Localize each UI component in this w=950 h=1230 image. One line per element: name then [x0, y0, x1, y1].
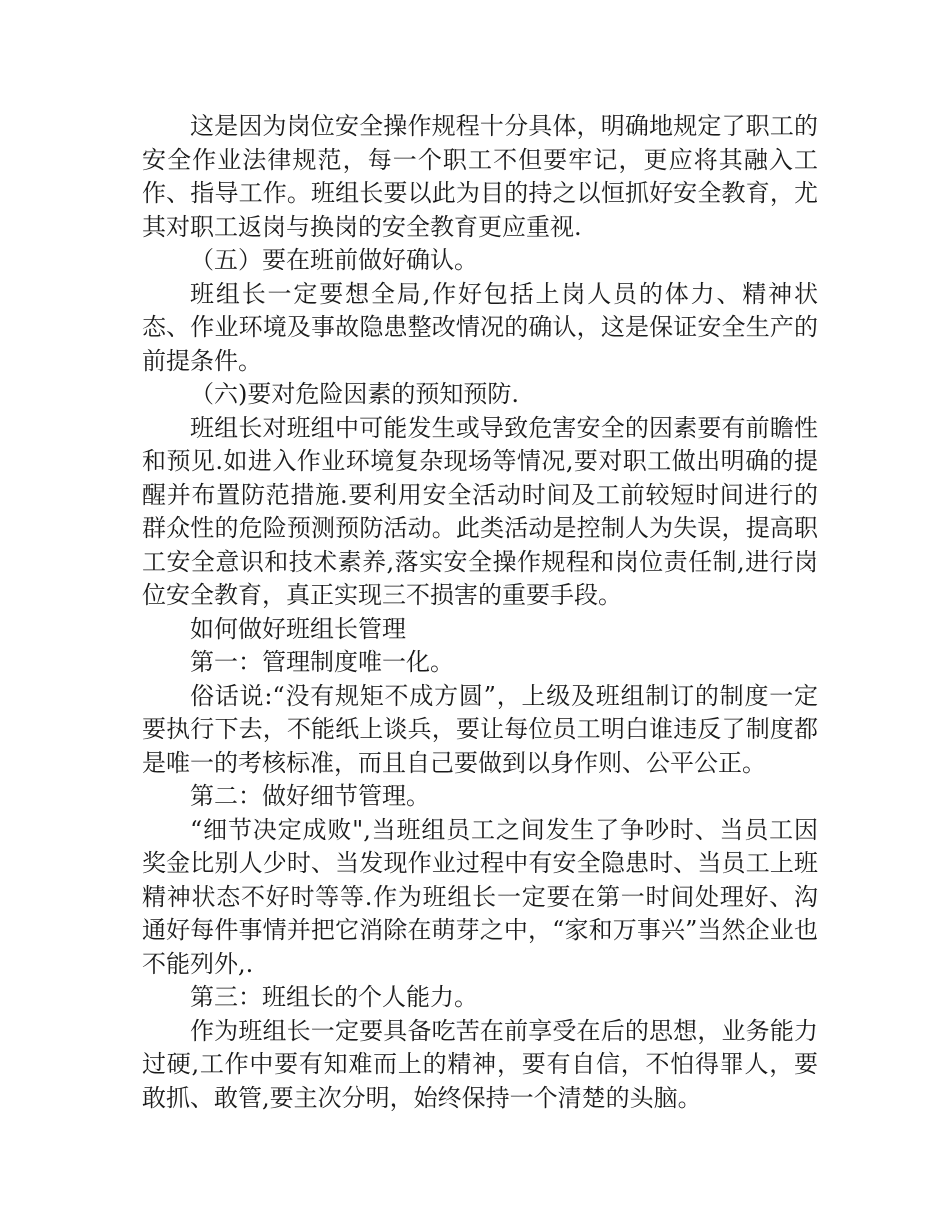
paragraph-pre-shift-confirmation: 班组长一定要想全局,作好包括上岗人员的体力、精神状态、作业环境及事故隐患整改情况的确认，这是保证安全生产的前提条件。 [142, 279, 818, 375]
document-page [142, 110, 818, 1115]
paragraph-rules-unification: 俗话说:“没有规矩不成方圆”，上级及班组制订的制度一定要执行下去，不能纸上谈兵，要让每位员工明白谁违反了制度都是唯一的考核标准，而且自己要做到以身作则、公平公正。 [142, 681, 818, 777]
paragraph-safety-rules: 这是因为岗位安全操作规程十分具体，明确地规定了职工的安全作业法律规范，每一个职工不但要牢记，更应将其融入工作、指导工作。班组长要以此为目的持之以恒抓好安全教育，尤其对职工返岗与换岗的安全教育更应重视. [142, 112, 818, 241]
heading-first-point: 第一：管理制度唯一化。 [190, 648, 454, 676]
heading-section-five: （五）要在班前做好确认。 [190, 246, 478, 274]
heading-section-six: （六)要对危险因素的预知预防. [190, 380, 519, 408]
paragraph-personal-ability: 作为班组长一定要具备吃苦在前享受在后的思想，业务能力过硬,工作中要有知难而上的精神，要有自信，不怕得罪人，要敢抓、敢管,要主次分明，始终保持一个清楚的头脑。 [142, 1016, 818, 1112]
heading-second-point: 第二：做好细节管理。 [190, 782, 430, 810]
heading-third-point: 第三：班组长的个人能力。 [190, 983, 478, 1011]
heading-team-leader-management: 如何做好班组长管理 [190, 614, 406, 643]
paragraph-detail-management: “细节决定成败",当班组员工之间发生了争吵时、当员工因奖金比别人少时、当发现作业过程中有安全隐患时、当员工上班精神状态不好时等等.作为班组长一定要在第一时间处理好、沟通好每件事情并把它消除在萌芽之中，“家和万事兴”当然企业也不能列外,. [142, 815, 818, 978]
paragraph-risk-prevention: 班组长对班组中可能发生或导致危害安全的因素要有前瞻性和预见.如进入作业环境复杂现场等情况,要对职工做出明确的提醒并布置防范措施.要利用安全活动时间及工前较短时间进行的群众性的危险预测预防活动。此类活动是控制人为失误，提高职工安全意识和技术素养,落实安全操作规程和岗位责任制,进行岗位安全教育，真正实现三不损害的重要手段。 [142, 413, 818, 609]
